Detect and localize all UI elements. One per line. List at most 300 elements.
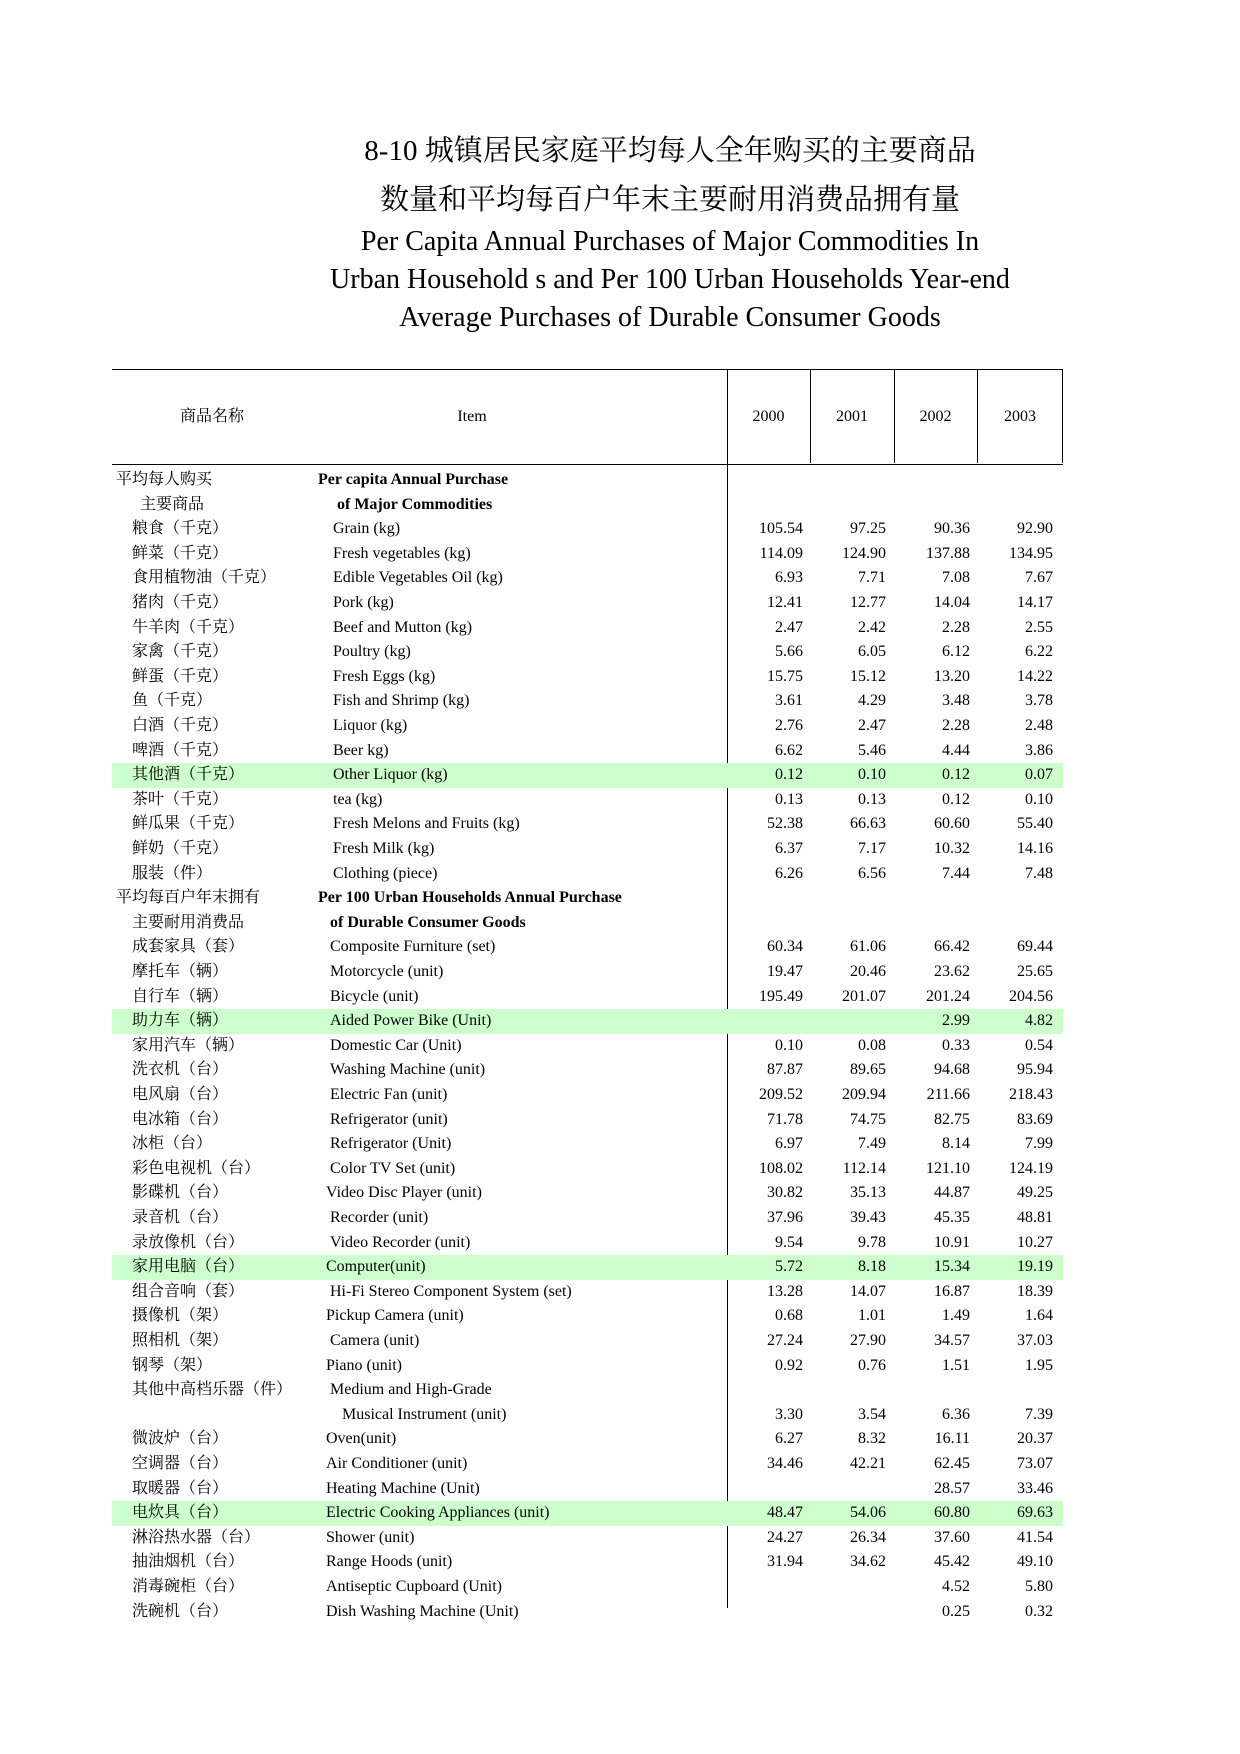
value-2002: 90.36 [934,520,970,538]
value-2002: 201.24 [926,987,970,1005]
value-2003: 5.80 [1025,1578,1053,1595]
item-name-zh: 录音机（台） [132,1209,229,1226]
value-2001: 61.06 [850,938,886,956]
value-2002: 0.12 [942,766,970,784]
title-zh-line1: 8-10 城镇居民家庭平均每人全年购买的主要商品 [364,135,976,167]
value-2000: 19.47 [767,963,803,980]
column-divider [977,369,978,463]
value-2001: 7.17 [858,840,886,857]
value-2000: 6.97 [775,1135,803,1153]
item-name-zh: 淋浴热水器（台） [132,1528,261,1546]
item-name-en: Fish and Shrimp (kg) [333,692,470,710]
item-name-zh: 微波炉（台） [132,1430,229,1448]
value-2000: 3.61 [775,692,803,710]
value-2003: 10.27 [1017,1233,1053,1251]
value-2000: 34.46 [767,1455,803,1472]
value-2003: 1.95 [1025,1356,1053,1374]
value-2000: 0.10 [775,1036,803,1054]
table-row [112,517,1063,542]
value-2000: 3.30 [775,1405,803,1423]
item-name-en: Edible Vegetables Oil (kg) [333,569,503,587]
item-name-en: Antiseptic Cupboard (Unit) [326,1578,502,1595]
value-2000: 6.26 [775,864,803,882]
value-2003: 0.54 [1025,1036,1053,1054]
item-name-zh: 电冰箱（台） [132,1110,229,1128]
value-2000: 195.49 [759,987,803,1005]
item-name-zh: 鲜蛋（千克） [132,667,229,685]
value-2000: 6.62 [775,741,803,759]
item-name-zh: 啤酒（千克） [132,741,229,759]
table-row [112,1354,1063,1379]
item-name-en: Refrigerator (unit) [330,1110,448,1128]
item-name-en: Beer kg) [333,741,389,759]
value-2002: 211.66 [926,1086,970,1103]
table-row [112,1280,1063,1305]
value-2001: 42.21 [850,1455,886,1472]
value-2002: 16.87 [934,1282,970,1300]
value-2002: 0.12 [942,790,970,808]
table-row [112,1206,1063,1231]
value-2000: 6.37 [775,840,803,857]
value-2001: 14.07 [850,1282,886,1300]
value-2000: 0.92 [775,1356,803,1374]
value-2001: 35.13 [850,1184,886,1202]
item-name-en: Motorcycle (unit) [330,963,444,980]
table-row [112,616,1063,641]
value-2002: 1.49 [942,1307,970,1325]
item-name-en: Liquor (kg) [333,717,408,734]
value-2000: 48.47 [767,1504,803,1522]
table-row [112,763,1063,788]
value-2003: 124.19 [1009,1159,1053,1177]
value-2002: 23.62 [934,963,970,980]
value-2000: 27.24 [767,1332,803,1349]
item-name-zh: 粮食（千克） [132,520,229,538]
value-2003: 1.64 [1025,1307,1053,1325]
table-row [112,1526,1063,1551]
value-2002: 10.91 [934,1233,970,1251]
item-name-zh: 鲜瓜果（千克） [132,815,245,833]
value-2001: 20.46 [850,963,886,980]
item-name-zh: 茶叶（千克） [132,790,229,808]
value-2000: 24.27 [767,1528,803,1546]
value-2002: 2.28 [942,618,970,636]
value-2003: 3.78 [1025,692,1053,710]
item-name-zh: 钢琴（架） [132,1356,213,1374]
table-row [112,1378,1063,1403]
item-name-zh: 平均每人购买 [116,471,213,488]
table-row [112,714,1063,739]
item-name-en: Per 100 Urban Households Annual Purchase [318,889,622,907]
item-name-en: tea (kg) [333,790,383,808]
value-2000: 5.72 [775,1258,803,1276]
value-2003: 4.82 [1025,1012,1053,1030]
value-2002: 0.25 [942,1602,970,1620]
item-name-zh: 影碟机（台） [132,1184,229,1202]
value-2003: 134.95 [1009,544,1053,562]
value-2002: 1.51 [942,1356,970,1374]
value-2001: 7.71 [858,569,886,587]
table-row [112,1009,1063,1034]
value-2003: 33.46 [1017,1479,1053,1497]
value-2000: 0.12 [775,766,803,784]
value-2000: 12.41 [767,594,803,611]
column-divider [1062,369,1063,463]
item-name-en: Video Disc Player (unit) [326,1184,482,1202]
item-name-en: Piano (unit) [326,1356,402,1374]
value-2001: 89.65 [850,1061,886,1079]
value-2000: 15.75 [767,667,803,685]
table-row [112,566,1063,591]
value-2002: 37.60 [934,1528,970,1546]
item-name-en: Beef and Mutton (kg) [333,618,473,636]
item-name-en: Electric Cooking Appliances (unit) [326,1504,550,1522]
value-2002: 4.52 [942,1578,970,1595]
value-2001: 39.43 [850,1209,886,1226]
value-2000: 37.96 [767,1209,803,1226]
value-2000: 5.66 [775,643,803,661]
value-2003: 20.37 [1017,1430,1053,1448]
item-name-en: Range Hoods (unit) [326,1553,453,1571]
value-2003: 7.67 [1025,569,1053,587]
table-row [112,862,1063,887]
table-row [112,1083,1063,1108]
value-2002: 45.42 [934,1553,970,1571]
value-2002: 137.88 [926,544,970,562]
item-name-en: Pork (kg) [333,594,394,611]
table-row [112,689,1063,714]
table-row [112,1058,1063,1083]
value-2003: 6.22 [1025,643,1053,661]
value-2001: 54.06 [850,1504,886,1522]
value-2002: 7.08 [942,569,970,587]
item-name-en: Aided Power Bike (Unit) [330,1012,492,1030]
value-2002: 16.11 [934,1430,970,1448]
table-row [112,1034,1063,1059]
value-2000: 108.02 [759,1159,803,1177]
value-2001: 124.90 [842,544,886,562]
value-2002: 15.34 [934,1258,970,1276]
item-name-en: Musical Instrument (unit) [342,1405,507,1423]
value-2002: 4.44 [942,741,970,759]
item-name-zh: 助力车（辆） [132,1012,229,1030]
item-name-zh: 消毒碗柜（台） [132,1578,245,1595]
item-name-zh: 彩色电视机（台） [132,1159,261,1177]
header-year-2002: 2002 [919,408,952,425]
value-2001: 8.32 [858,1430,886,1448]
value-2003: 2.48 [1025,717,1053,734]
table-row [112,886,1063,911]
value-2003: 14.16 [1017,840,1053,857]
value-2003: 73.07 [1017,1455,1053,1472]
value-2003: 49.10 [1017,1553,1053,1571]
item-name-en: Other Liquor (kg) [333,766,448,784]
table-row [112,1477,1063,1502]
table-row [112,542,1063,567]
item-name-en: Camera (unit) [330,1332,420,1349]
value-2003: 55.40 [1017,815,1053,833]
value-2003: 69.63 [1017,1504,1053,1522]
item-name-zh: 摩托车（辆） [132,963,229,980]
value-2000: 0.68 [775,1307,803,1325]
table-row [112,1501,1063,1526]
item-name-en: Per capita Annual Purchase [318,471,509,488]
value-2003: 95.94 [1017,1061,1053,1079]
value-2001: 97.25 [850,520,886,538]
table-row [112,1255,1063,1280]
item-name-en: Recorder (unit) [330,1209,429,1226]
title-en-line1: Per Capita Annual Purchases of Major Commodities In [360,226,980,257]
item-name-zh: 鲜菜（千克） [132,544,229,562]
value-2003: 0.32 [1025,1602,1053,1620]
item-name-en: Electric Fan (unit) [330,1086,448,1103]
value-2002: 13.20 [934,667,970,685]
value-2003: 41.54 [1017,1528,1053,1546]
value-2003: 14.17 [1017,594,1053,611]
value-2003: 2.55 [1025,618,1053,636]
value-2001: 2.42 [858,618,886,636]
value-2001: 0.13 [858,790,886,808]
item-name-zh: 主要商品 [140,495,205,513]
item-name-en: Composite Furniture (set) [330,938,496,956]
header-year-2003: 2003 [1004,408,1036,425]
value-2003: 7.48 [1025,864,1053,882]
value-2002: 60.60 [934,815,970,833]
value-2003: 69.44 [1017,938,1053,956]
value-2002: 0.33 [942,1036,970,1054]
value-2000: 0.13 [775,790,803,808]
table-row [112,1600,1063,1625]
table-row [112,812,1063,837]
value-2003: 37.03 [1017,1332,1053,1349]
value-2000: 209.52 [759,1086,803,1103]
value-2000: 6.27 [775,1430,803,1448]
item-name-en: Dish Washing Machine (Unit) [326,1602,519,1620]
value-2000: 13.28 [767,1282,803,1300]
value-2000: 52.38 [767,815,803,833]
table-row [112,591,1063,616]
value-2001: 34.62 [850,1553,886,1571]
item-name-en: Heating Machine (Unit) [326,1479,480,1497]
item-name-en: Fresh vegetables (kg) [333,544,471,562]
value-2001: 201.07 [842,987,886,1005]
value-2002: 6.12 [942,643,970,661]
title-zh-line2: 数量和平均每百户年末主要耐用消费品拥有量 [379,184,960,216]
item-name-zh: 白酒（千克） [132,717,229,734]
value-2001: 2.47 [858,717,886,734]
item-name-zh: 组合音响（套） [132,1282,245,1300]
value-2001: 12.77 [850,594,886,611]
value-2002: 94.68 [934,1061,970,1079]
item-name-zh: 空调器（台） [132,1455,229,1472]
table-row [112,1403,1063,1428]
table-row [112,1427,1063,1452]
item-name-zh: 抽油烟机（台） [132,1553,245,1571]
value-2001: 0.10 [858,766,886,784]
value-2001: 8.18 [858,1258,886,1276]
item-name-zh: 取暖器（台） [132,1479,229,1497]
item-name-zh: 牛羊肉（千克） [132,618,245,636]
table-row [112,911,1063,936]
value-2003: 83.69 [1017,1110,1053,1128]
value-2001: 0.08 [858,1036,886,1054]
title-en-line2: Urban Household s and Per 100 Urban Households Year-end [330,264,1010,295]
header-year-2000: 2000 [752,408,785,425]
header-year-2001: 2001 [836,408,868,425]
table-row [112,739,1063,764]
item-name-zh: 洗碗机（台） [132,1602,229,1620]
item-name-zh: 平均每百户年末拥有 [116,889,261,907]
value-2002: 60.80 [934,1504,970,1522]
value-2001: 4.29 [858,692,886,710]
item-name-en: Poultry (kg) [333,643,411,661]
item-name-en: Color TV Set (unit) [330,1159,456,1177]
item-name-en: Grain (kg) [333,520,401,538]
item-name-zh: 家用汽车（辆） [132,1036,245,1054]
table-row [112,1132,1063,1157]
value-2002: 66.42 [934,938,970,956]
item-name-en: Fresh Eggs (kg) [333,667,436,685]
value-2001: 66.63 [850,815,886,833]
value-2000: 87.87 [767,1061,803,1079]
table-row [112,1304,1063,1329]
item-name-zh: 食用植物油（千克） [132,569,277,587]
value-2002: 2.28 [942,717,970,734]
value-2002: 62.45 [934,1455,970,1472]
item-name-en: Domestic Car (Unit) [330,1036,462,1054]
item-name-en: of Durable Consumer Goods [330,913,526,931]
item-name-zh: 其他酒（千克） [132,766,245,784]
table-row [112,1575,1063,1600]
value-2003: 0.07 [1025,766,1053,784]
value-2003: 14.22 [1017,667,1053,685]
value-2002: 82.75 [934,1110,970,1128]
column-divider [894,369,895,463]
table-row [112,935,1063,960]
value-2002: 8.14 [942,1135,970,1153]
value-2001: 26.34 [850,1528,886,1546]
value-2000: 9.54 [775,1233,803,1251]
item-name-en: Fresh Melons and Fruits (kg) [333,815,520,833]
value-2002: 44.87 [934,1184,970,1202]
value-2000: 71.78 [767,1110,803,1128]
value-2001: 15.12 [850,667,886,685]
item-name-zh: 鱼（千克） [132,692,213,710]
value-2003: 204.56 [1009,987,1053,1005]
value-2001: 7.49 [858,1135,886,1153]
table-row [112,1181,1063,1206]
value-2000: 60.34 [767,938,803,956]
item-name-en: Bicycle (unit) [330,987,419,1005]
value-2002: 34.57 [934,1332,970,1349]
value-2001: 0.76 [858,1356,886,1374]
value-2002: 2.99 [942,1012,970,1030]
table-row [112,1452,1063,1477]
item-name-en: of Major Commodities [337,495,493,513]
item-name-zh: 家禽（千克） [132,643,229,661]
value-2001: 5.46 [858,741,886,759]
table-row [112,985,1063,1010]
table-row [112,837,1063,862]
item-name-en: Shower (unit) [326,1528,415,1546]
value-2003: 7.99 [1025,1135,1053,1153]
value-2002: 28.57 [934,1479,970,1497]
value-2003: 3.86 [1025,741,1053,759]
value-2001: 74.75 [850,1110,886,1128]
item-name-en: Hi-Fi Stereo Component System (set) [330,1282,572,1300]
item-name-zh: 主要耐用消费品 [132,913,245,931]
value-2000: 6.93 [775,569,803,587]
value-2001: 6.05 [858,643,886,661]
table-row [112,960,1063,985]
value-2000: 105.54 [759,520,803,538]
header-item-en: Item [457,408,487,425]
value-2003: 19.19 [1017,1258,1053,1276]
table-row [112,1329,1063,1354]
item-name-en: Medium and High-Grade [330,1381,492,1399]
value-2003: 49.25 [1017,1184,1053,1202]
value-2001: 112.14 [842,1159,886,1177]
value-2002: 6.36 [942,1405,970,1423]
value-2000: 2.47 [775,618,803,636]
item-name-zh: 其他中高档乐器（件） [132,1381,293,1399]
item-name-en: Washing Machine (unit) [330,1061,486,1079]
column-divider [810,369,811,463]
item-name-zh: 录放像机（台） [132,1233,245,1251]
item-name-zh: 电炊具（台） [132,1504,229,1522]
value-2000: 114.09 [759,544,803,562]
item-name-zh: 电风扇（台） [132,1086,229,1103]
table-row [112,1157,1063,1182]
item-name-zh: 摄像机（架） [132,1307,229,1325]
title-en-line3: Average Purchases of Durable Consumer Goods [399,302,941,333]
item-name-zh: 自行车（辆） [132,987,229,1005]
value-2001: 27.90 [850,1332,886,1349]
value-2002: 14.04 [934,594,970,611]
item-name-en: Refrigerator (Unit) [330,1135,452,1153]
table-row [112,1108,1063,1133]
item-name-zh: 冰柜（台） [132,1135,213,1153]
value-2001: 9.78 [858,1233,886,1251]
table-row [112,493,1063,518]
table-row [112,1550,1063,1575]
item-name-zh: 家用电脑（台） [132,1258,245,1276]
value-2001: 6.56 [858,864,886,882]
value-2001: 1.01 [858,1307,886,1325]
value-2001: 209.94 [842,1086,886,1103]
item-name-en: Clothing (piece) [333,864,438,882]
table-row [112,665,1063,690]
value-2003: 0.10 [1025,790,1053,808]
table-header [112,369,1063,465]
value-2002: 3.48 [942,692,970,710]
value-2002: 7.44 [942,864,970,882]
item-name-en: Air Conditioner (unit) [326,1455,468,1472]
item-name-zh: 鲜奶（千克） [132,840,229,857]
item-name-zh: 成套家具（套） [132,938,245,956]
value-2003: 218.43 [1009,1086,1053,1103]
table-row [112,640,1063,665]
header-item-zh: 商品名称 [179,408,244,425]
value-2002: 45.35 [934,1209,970,1226]
value-2001: 3.54 [858,1405,886,1423]
item-name-zh: 服装（件） [132,864,213,882]
item-name-en: Computer(unit) [326,1258,426,1276]
item-name-en: Fresh Milk (kg) [333,840,435,857]
value-2002: 10.32 [934,840,970,857]
table-row [112,1231,1063,1256]
table-row [112,788,1063,813]
